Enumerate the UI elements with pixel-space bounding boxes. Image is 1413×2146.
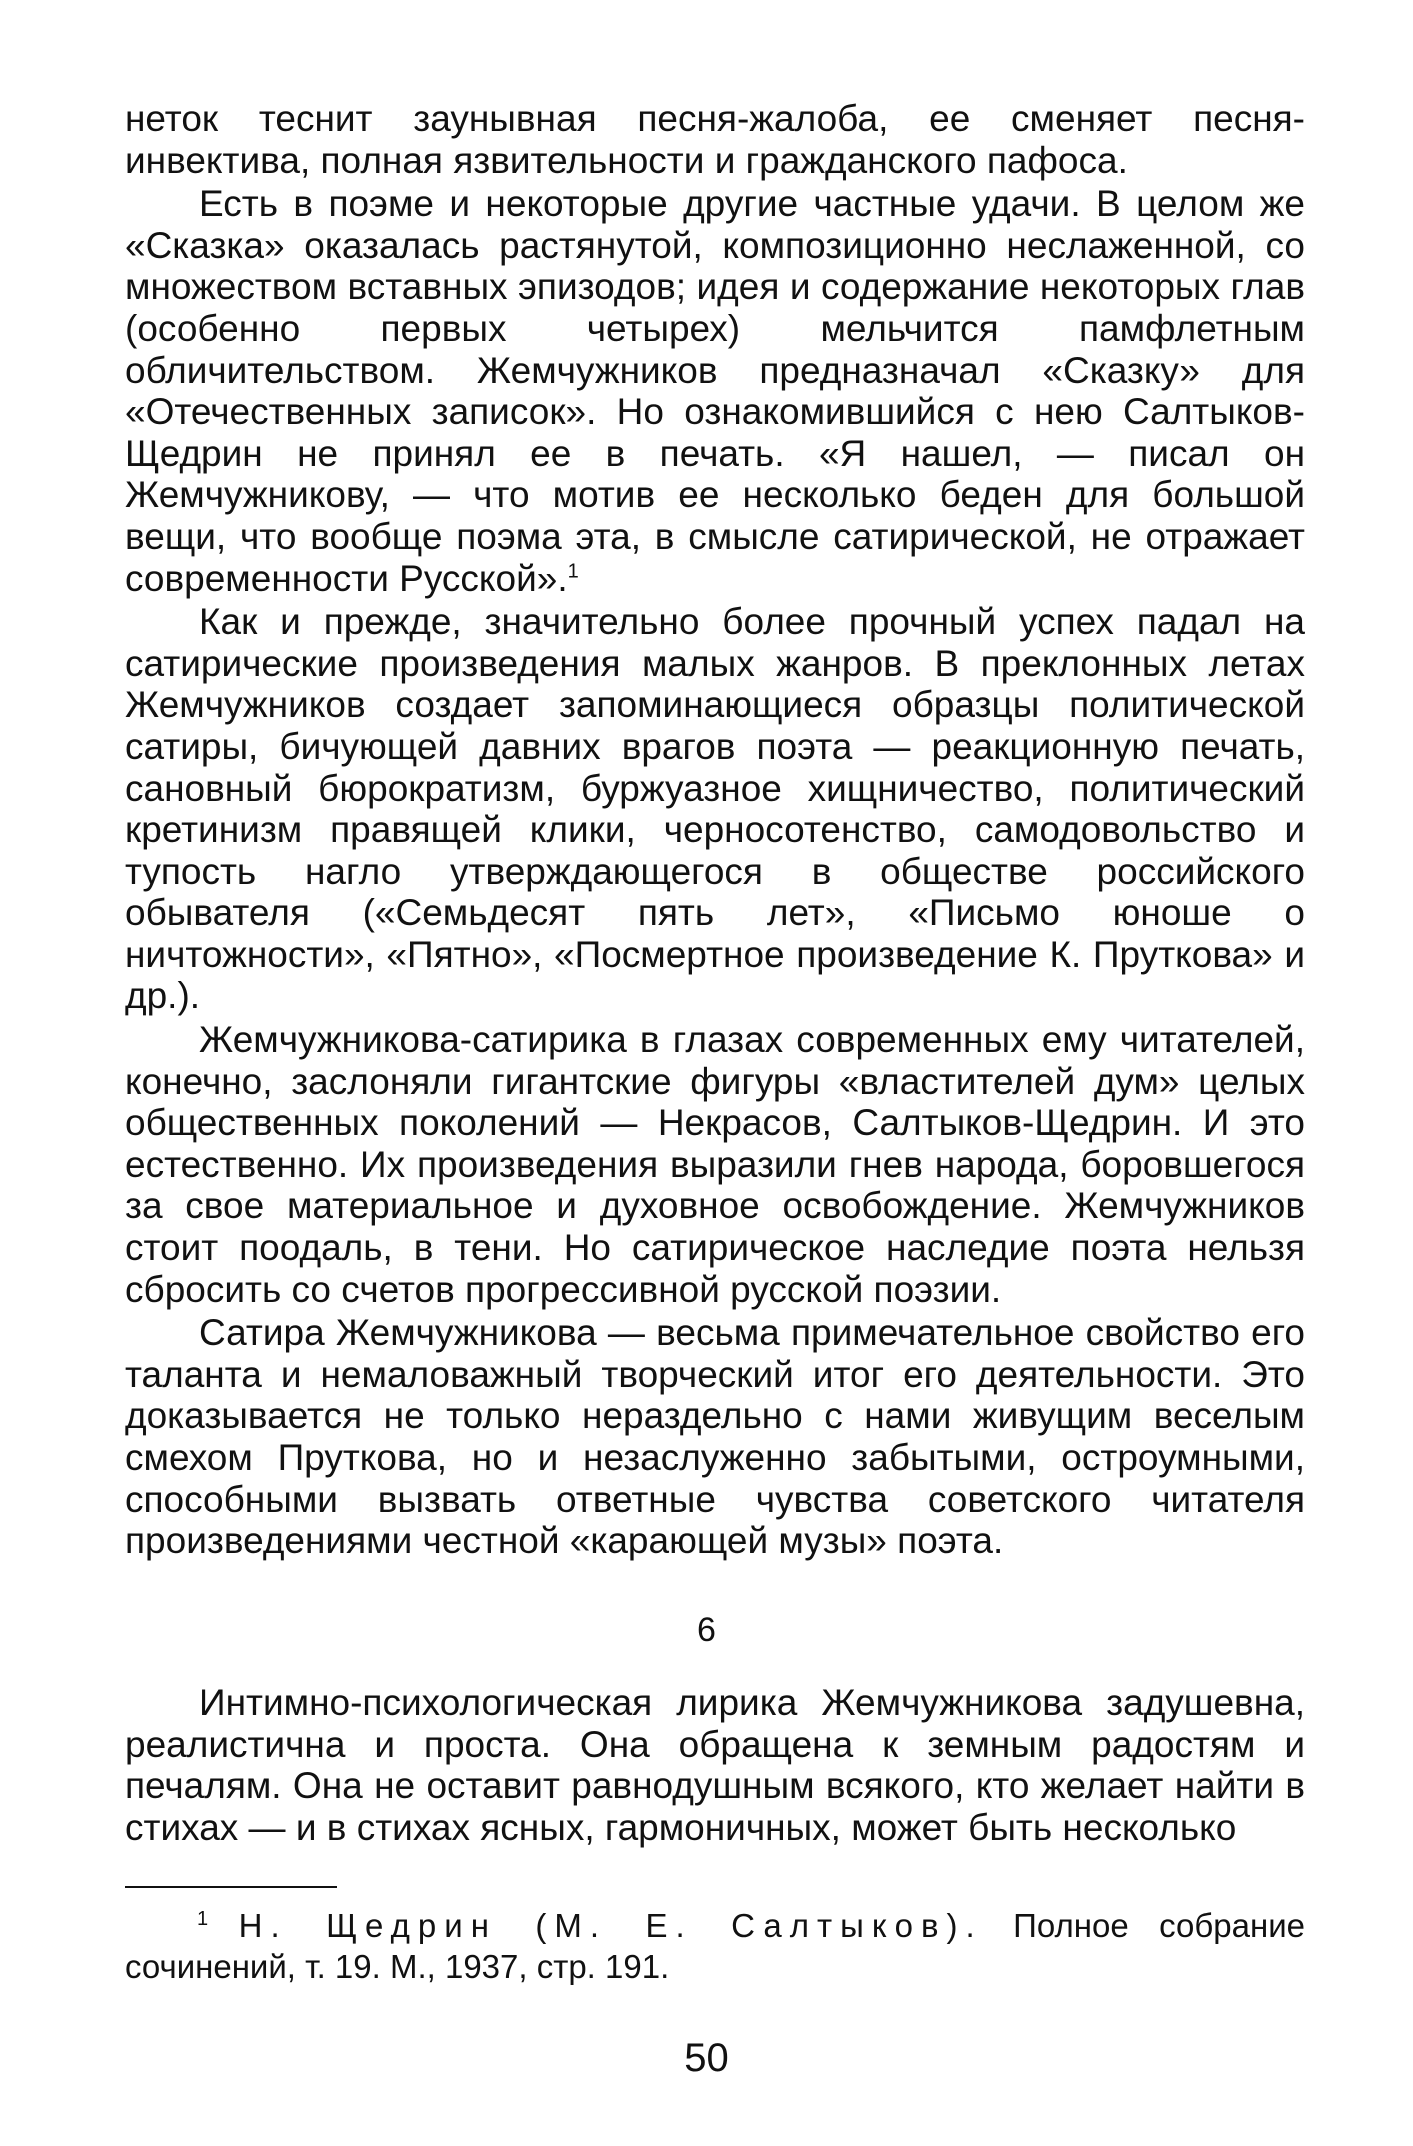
footnote-divider xyxy=(125,1886,337,1888)
paragraph: Интимно-психологическая лирика Жемчужникова задушевна, реалистична и проста. Она обращена к земным радостям и печалям. Она не оставит равнодушным всякого, кто желает найти в стихах — и в стихах ясных, гармоничных, может быть несколько xyxy=(125,1682,1305,1848)
footnote-reference[interactable]: 1 xyxy=(567,560,579,583)
footnote-entry xyxy=(125,1905,1305,1987)
footnote-text: Полное собрание сочинений, т. 19. М., 1937, стр. 191. xyxy=(125,1907,1306,1985)
paragraph xyxy=(125,183,1305,599)
footnote-author: Н. Щедрин (М. Е. Салтыков). xyxy=(238,1907,983,1944)
paragraph: Как и прежде, значительно более прочный успех падал на сатирические произведения малых жанров. В преклонных летах Жемчужников создает запоминающиеся образцы политической сатиры, бичующей давних врагов поэта — реакционную печать, сановный бюрократизм, буржуазное хищничество, политический кретинизм правящей клики, черносотенство, самодовольство и тупость нагло утверждающегося в обществе российского обывателя («Семьдесят пять лет», «Письмо юноше о ничтожности», «Пятно», «Посмертное произведение К. Пруткова» и др.). xyxy=(125,601,1305,1017)
footnote xyxy=(125,1905,1305,1987)
paragraph-continuation: неток теснит заунывная песня-жалоба, ее сменяет песня-инвектива, полная язвительности и гражданского пафоса. xyxy=(125,98,1305,181)
paragraph: Сатира Жемчужникова — весьма примечательное свойство его таланта и немаловажный творческий итог его деятельности. Это доказывается не только нераздельно с нами живущим веселым смехом Пруткова, но и незаслуженно забытыми, остроумными, способными вызвать ответные чувства советского читателя произведениями честной «карающей музы» поэта. xyxy=(125,1312,1305,1562)
section-number: 6 xyxy=(697,1611,716,1649)
main-text xyxy=(125,98,1305,1562)
paragraph-text: Есть в поэме и некоторые другие частные удачи. В целом же «Сказка» оказалась растянутой, композиционно неслаженной, со множеством вставных эпизодов; идея и содержание некоторых глав (особенно первых четырех) мельчится памфлетным обличительством. Жемчужников предназначал «Сказку» для «Отечественных записок». Но ознакомившийся с нею Салтыков-Щедрин не принял ее в печать. «Я нашел, — писал он Жемчужникову, — что мотив ее несколько беден для большой вещи, что вообще поэма эта, в смысле сатирической, не отражает современности Русской». xyxy=(125,183,1305,599)
page-number: 50 xyxy=(684,2036,729,2080)
section-text xyxy=(125,1682,1305,1848)
footnote-marker: 1 xyxy=(197,1908,209,1930)
paragraph: Жемчужникова-сатирика в глазах современных ему читателей, конечно, заслоняли гигантские фигуры «властителей дум» целых общественных поколений — Некрасов, Салтыков-Щедрин. И это естественно. Их произведения выразили гнев народа, боровшегося за свое материальное и духовное освобождение. Жемчужников стоит поодаль, в тени. Но сатирическое наследие поэта нельзя сбросить со счетов прогрессивной русской поэзии. xyxy=(125,1019,1305,1310)
